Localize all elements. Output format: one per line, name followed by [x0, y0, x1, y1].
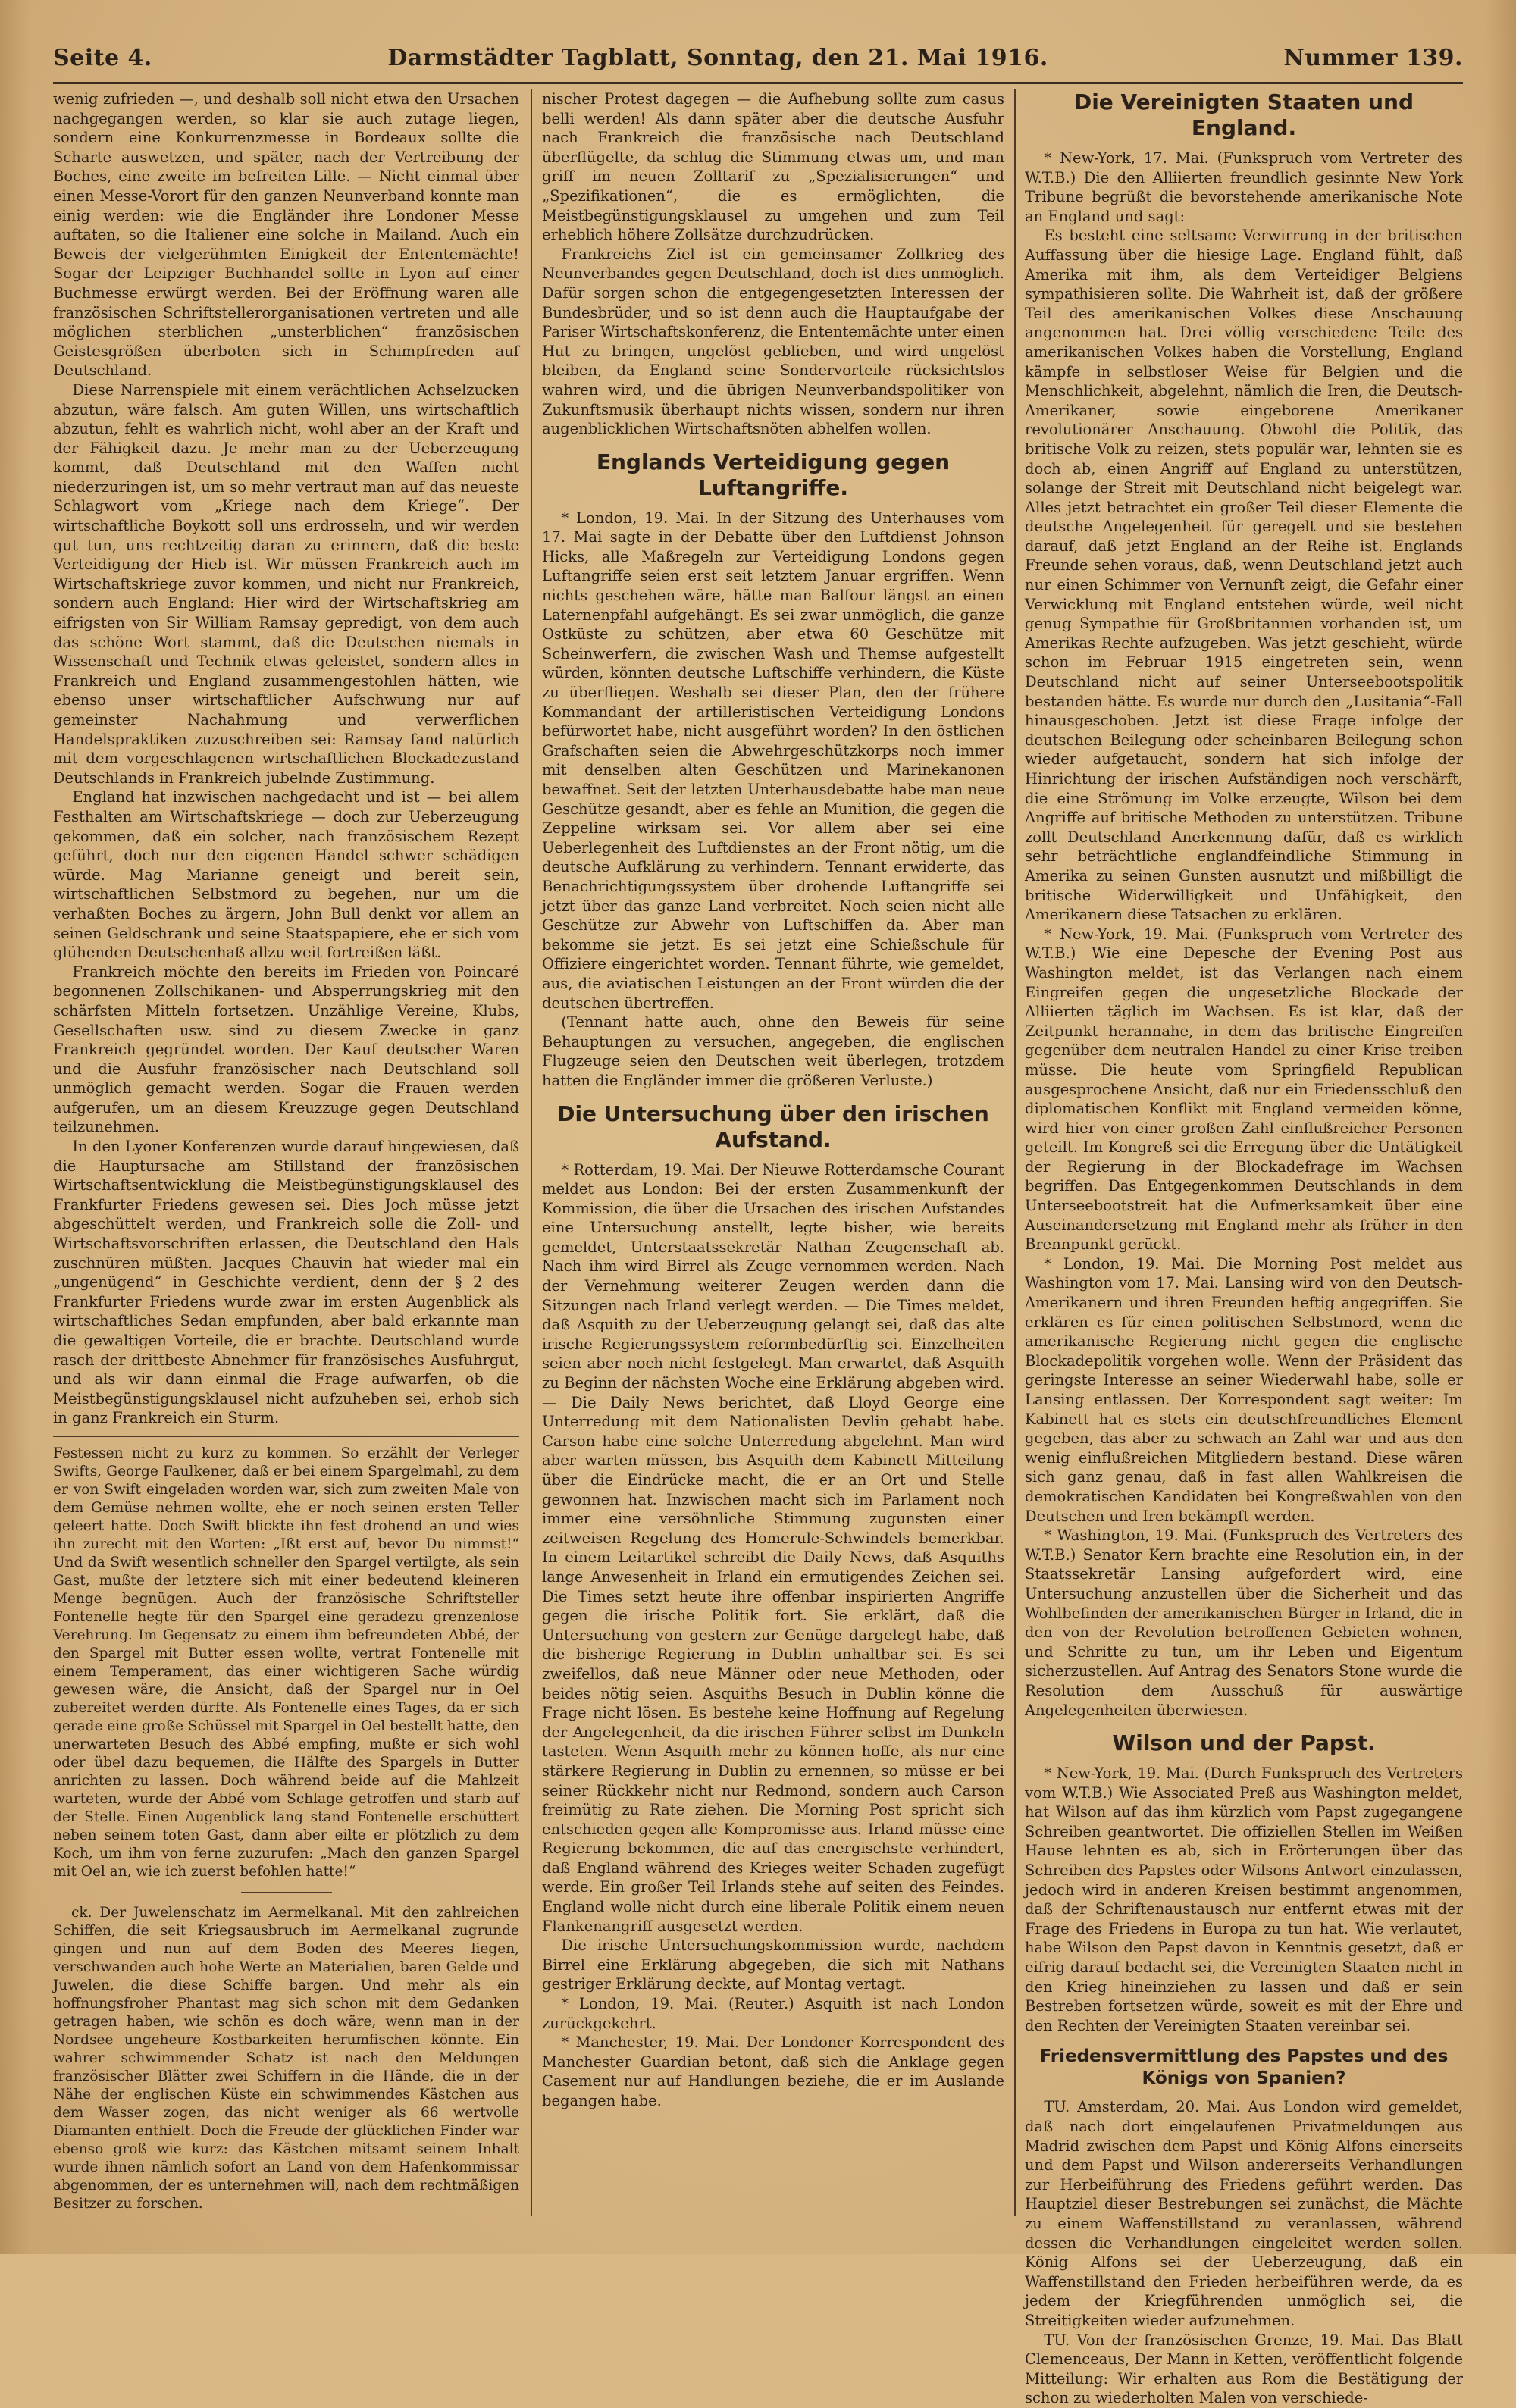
page-number: Seite 4.: [53, 44, 152, 71]
notice-paragraph: ck. Der Juwelenschatz im Aermelkanal. Mit den zahlreichen Schiffen, die seit Kriegsausbruch im Aermelkanal zugrunde gingen und nun auf dem Boden des Meeres liegen, verschwanden auch hohe Werte an Materialien, baren Gelde und Juwelen, die diese Schiffe bargen. Und mehr als ein hoffnungsfroher Phantast mag sich schon mit dem Gedanken getragen haben, wie schön es doch wäre, wenn man in der Nordsee ungeheure Kostbarkeiten herumfischen könnte. Ein wahrer schwimmender Schatz ist nach den Meldungen französischer Blätter zwei Schiffern in die Hände, die in der Nähe der englischen Küste ein schwimmendes Kästchen aus dem Wasser zogen, das nicht weniger als 66 wertvolle Diamanten enthielt. Doch die Freude der glücklichen Finder war ebenso groß wie kurz: das Kästchen mitsamt seinem Inhalt wurde ihnen nämlich sofort an Land von dem Hafenkommissar abgenommen, der es unternehmen will, nach dem rechtmäßigen Besitzer zu forschen.: [53, 1904, 519, 2212]
article-paragraph: nischer Protest dagegen — die Aufhebung sollte zum casus belli werden! Als dann später aber die deutsche Ausfuhr nach Frankreich die französische nach Deutschland überflügelte, da schlug die Stimmung etwas um, und man griff im neuen Zolltarif zu „Spezialisierungen“ und „Spezifikationen“, die es ermöglichten, die Meistbegünstigungsklausel zu umgehen und zum Teil erheblich höhere Zollsätze durchzudrücken.: [542, 90, 1004, 244]
feuilleton-paragraph: Festessen nicht zu kurz zu kommen. So erzählt der Verleger Swifts, George Faulkener, daß er bei einem Spargelmahl, zu dem er von Swift eingeladen worden war, sich zum zweiten Male von dem Gemüse nehmen wollte, ehe er noch seinen ersten Teller geleert hatte. Doch Swift blickte ihn fest drohend an und wies ihn zurecht mit den Worten: „Ißt erst auf, bevor Du nimmst!“ Und da Swift wesentlich schneller den Spargel vertilgte, als sein Gast, mußte der letztere sich mit einer bedeutend kleineren Menge begnügen. Auch der französische Schriftsteller Fontenelle hegte für den Spargel eine geradezu grenzenlose Verehrung. Im Gegensatz zu einem ihm befreundeten Abbé, der den Spargel mit Butter essen wollte, vertrat Fontenelle mit einem Temperament, das einer wichtigeren Sache würdig gewesen wäre, die Ansicht, daß der Spargel nur in Oel zubereitet werden dürfte. Als Fontenelle eines Tages, da er sich gerade eine große Schüssel mit Spargel in Oel bestellt hatte, den unerwarteten Besuch des Abbé empfing, mußte er sich wohl oder übel dazu bequemen, die Hälfte des Spargels in Butter anrichten zu lassen. Doch während beide auf die Mahlzeit warteten, wurde der Abbé vom Schlage getroffen und starb auf der Stelle. Einen Augenblick lang stand Fontenelle erschüttert neben seinem toten Gast, dann aber eilte er plötzlich zu dem Koch, um ihm von ferne zuzurufen: „Mach den ganzen Spargel mit Oel an, wie ich zuerst befohlen hatte!“: [53, 1445, 519, 1880]
article-paragraph: In den Lyoner Konferenzen wurde darauf hingewiesen, daß die Hauptursache am Stillstand der französischen Wirtschaftsentwicklung die Meistbegünstigungsklausel des Frankfurter Friedens gewesen sei. Dies Joch müsse jetzt abgeschüttelt werden, und Frankreich solle die Zoll- und Wirtschaftsvorschriften erlassen, die Deutschland den Hals zuschnüren müßten. Jacques Chauvin hat wieder mal ein „ungenügend“ in Geschichte verdient, denn der § 2 des Frankfurter Friedens wurde zwar im ersten Augenblick als wirtschaftliches Sedan empfunden, aber bald erkannte man die gewaltigen Vorteile, die er brachte. Deutschland wurde rasch der drittbeste Abnehmer für französisches Ausfuhrgut, und als wir dann einmal die Frage aufwarfen, ob die Meistbegünstigungsklausel nicht aufzuheben sei, erhob sich in ganz Frankreich ein Sturm.: [53, 1138, 519, 1427]
article-paragraph: * Washington, 19. Mai. (Funkspruch des Vertreters des W.T.B.) Senator Kern brachte eine Resolution ein, in der Staatssekretär Lansing aufgefordert wird, eine Untersuchung anzustellen über die Sicherheit und das Wohlbefinden der amerikanischen Bürger in Irland, die in den von der Revolution betroffenen Gebieten wohnen, und Schritte zu tun, um ihr Leben und Eigentum sicherzustellen. Auf Antrag des Senators Stone wurde die Resolution dem Ausschuß für auswärtige Angelegenheiten überwiesen.: [1025, 1527, 1463, 1719]
article-heading: Die Vereinigten Staaten und England.: [1073, 89, 1414, 140]
article-heading: Die Untersuchung über den irischen Aufstand.: [557, 1101, 989, 1152]
feuilleton-section: [53, 1445, 519, 2213]
section-rule: [241, 1892, 332, 1893]
article-paragraph: * London, 19. Mai. Die Morning Post meldet aus Washington vom 17. Mai. Lansing wird von den Deutsch-Amerikanern und ihren Freunden heftig angegriffen. Sie erklären es für einen politischen Selbstmord, wenn die amerikanische Regierung nicht gegen die englische Blockadepolitik vorgehen wolle. Wenn der Präsident das geringste Interesse an seiner Wiederwahl habe, solle er Lansing entlassen. Der Korrespondent sagt weiter: Im Kabinett hat es stets ein deutschfreundliches Element gegeben, das aber zu schwach an Zahl war und aus den wenig einflußreichen Mitgliedern bestand. Diese wären sich ganz genau, daß in fast allen Wahlkreisen die demokratischen Kandidaten bei Kongreßwahlen von den Deutschen und Iren bekämpft werden.: [1025, 1254, 1463, 1525]
article-paragraph: wenig zufrieden —, und deshalb soll nicht etwa den Ursachen nachgegangen werden, so klar sie auch zutage liegen, sondern eine Konkurrenzmesse in Bordeaux sollte die Scharte auswetzen, und später, nach der Vertreibung der Boches, eine zweite im befreiten Lille. — Nicht einmal über einen Messe-Vorort für den ganzen Neunverband konnte man einig werden: wie die Engländer ihre Londoner Messe auftaten, so die Italiener eine solche in Mailand. Auch ein Beweis der vielgerühmten Einigkeit der Ententemächte! Sogar der Leipziger Buchhandel sollte in Lyon auf einer Buchmesse erwürgt werden. Bei der Eröffnung waren alle französischen Schriftstellerorganisationen vertreten und alle möglichen sterblichen „unsterblichen“ französischen Geistesgrößen überboten sich in Schimpfreden auf Deutschland.: [53, 90, 519, 380]
article-paragraph: Diese Narrenspiele mit einem verächtlichen Achselzucken abzutun, wäre falsch. Am guten Willen, uns wirtschaftlich abzutun, fehlt es wahrlich nicht, wohl aber an der Kraft und der Fähigkeit dazu. Je mehr man zu der Ueberzeugung kommt, daß Deutschland mit den Waffen nicht niederzuringen ist, um so mehr vertraut man auf das neueste Schlagwort vom „Kriege nach dem Kriege“. Der wirtschaftliche Boykott soll uns erdrosseln, und wir werden gut tun, uns rechtzeitig daran zu erinnern, daß die beste Verteidigung der Hieb ist. Wir müssen Frankreich auch im Wirtschaftskriege zuvor kommen, und nicht nur Frankreich, sondern auch England: Hier wird der Wirtschaftskrieg am eifrigsten von Sir William Ramsay gepredigt, von dem auch das schöne Wort stammt, daß die Deutschen niemals in Wissenschaft und Technik etwas geleistet, sondern alles in Frankreich und England zusammengestohlen hätten, wie ebenso unser wirtschaftlicher Aufschwung nur auf gemeinster Nachahmung und verwerflichen Handelspraktiken zuzuschreiben sei: Ramsay fand natürlich mit dem vorgeschlagenen wirtschaftlichen Blockadezustand Deutschlands in Frankreich jubelnde Zustimmung.: [53, 380, 519, 787]
column-3: [1025, 89, 1463, 2407]
article-paragraph: * Manchester, 19. Mai. Der Londoner Korrespondent des Manchester Guardian betont, daß sich die Anklage gegen Casement nur auf Handlungen beziehe, die er im Auslande begangen habe.: [542, 2034, 1004, 2109]
article-paragraph: England hat inzwischen nachgedacht und ist — bei allem Festhalten am Wirtschaftskriege — doch zur Ueberzeugung gekommen, daß ein solcher, nach französischem Rezept geführt, doch nur den eigenen Handel schwer schädigen würde. Mag Marianne geneigt und bereit sein, wirtschaftlichen Selbstmord zu begehen, nur um die verhaßten Boches zu ärgern, John Bull denkt vor allem an seinen Geldschrank und seine Staatspapiere, ehe er sich vom glühenden Deutschenhaß allzu weit fortreißen läßt.: [53, 788, 519, 962]
feuilleton-rule: [53, 1436, 519, 1437]
page-edge-left: [0, 0, 30, 2254]
masthead-rule: [53, 82, 1463, 84]
column-divider-1: [531, 89, 532, 2216]
masthead: [53, 33, 1463, 82]
article-paragraph: * London, 19. Mai. In der Sitzung des Unterhauses vom 17. Mai sagte in der Debatte über den Luftdienst Johnson Hicks, alle Maßregeln zur Verteidigung Londons gegen Luftangriffe seien erst seit letztem Januar ergriffen. Wenn nichts geschehen wäre, hätte man Balfour längst an einen Laternenpfahl aufgehängt. Es sei zwar unmöglich, die ganze Ostküste zu schützen, aber etwa 60 Geschütze mit Scheinwerfern, die zwischen Wash und Themse aufgestellt würden, könnten deutsche Luftschiffe verhindern, die Küste zu überfliegen. Weshalb sei dieser Plan, den der frühere Kommandant der artilleristischen Verteidigung Londons befürwortet habe, nicht ausgeführt worden? In den östlichen Grafschaften seien die Abwehrgeschützkorps noch immer mit denselben alten Geschützen und Marinekanonen bewaffnet. Seit der letzten Unterhausdebatte habe man neue Geschütze gesandt, aber es fehle an Munition, die gegen die Zeppeline wirksam sei. Vor allem aber sei eine Ueberlegenheit des Luftdienstes an der Front nötig, um die deutsche Aufklärung zu verhindern. Tennant erwiderte, das Benachrichtigungssystem über drohende Luftangriffe sei jetzt über das ganze Land verbreitet. Noch seien nicht alle Geschütze zur Abwehr von Luftschiffen da. Aber man bekomme sie jetzt. Es sei jetzt eine Schießschule für Offiziere eingerichtet worden. Tennant führte, wie gemeldet, aus, die aviatischen Leistungen an der Front würden die der deutschen übertreffen.: [542, 509, 1004, 1012]
article-paragraph: * Rotterdam, 19. Mai. Der Nieuwe Rotterdamsche Courant meldet aus London: Bei der ersten Zusammenkunft der Kommission, die über die Ursachen des irischen Aufstandes eine Untersuchung anstellt, legte bisher, wie bereits gemeldet, Unterstaatssekretär Nathan Zeugenschaft ab. Nach ihm wird Birrel als Zeuge vernommen werden. Nach der Vernehmung weiterer Zeugen werden dann die Sitzungen nach Irland verlegt werden. — Die Times meldet, daß Asquith zu der Ueberzeugung gelangt sei, daß das alte irische Regierungssystem reformbedürftig sei. Einzelheiten seien aber noch nicht festgelegt. Man erwartet, daß Asquith zu Beginn der nächsten Woche eine Erklärung abgeben wird. — Die Daily News berichtet, daß Lloyd George eine Unterredung mit dem Nationalisten Devlin gehabt habe. Carson habe eine solche Unterredung abgelehnt. Man wird aber warten müssen, bis Asquith dem Kabinett Mitteilung über die Eindrücke macht, die er an Ort und Stelle gewonnen hat. Inzwischen macht sich im Parlament noch immer eine versöhnliche Stimmung zugunsten einer zeitweisen Regelung des Homerule-Schwindels bemerkbar. In einem Leitartikel schreibt die Daily News, daß Asquiths lange Anwesenheit in Irland ein ermutigendes Zeichen sei. Die Times setzt heute ihre offenbar inspirierten Angriffe gegen die irische Politik fort. Sie erklärt, daß die Untersuchung von gestern zur Genüge dargelegt habe, daß die bisherige Regierung in Dublin unhaltbar sei. Es sei zweifellos, daß neue Männer oder neue Methoden, oder beides nötig seien. Asquiths Besuch in Dublin könne die Frage nicht lösen. Es bestehe keine Hoffnung auf Regelung der Angelegenheit, da die irischen Führer selbst im Dunkeln tasteten. Wenn Asquith mehr zu können hoffe, als nur eine stärkere Regierung in Dublin zu ernennen, so müsse er bei seiner Rückkehr nicht nur Redmond, sondern auch Carson freimütig zu Rate ziehen. Die Morning Post spricht sich entschieden gegen alle Kompromisse aus. Irland müsse eine Regierung bekommen, die auf das energischste verhindert, daß England während des Krieges weiter Schaden zugefügt werde. Ein großer Teil Irlands stehe auf seiten des Feindes. England wolle nicht durch eine liberale Politik einem neuen Flankenangriff ausgesetzt werden.: [542, 1160, 1004, 1935]
article-paragraph: * New-York, 19. Mai. (Durch Funkspruch des Vertreters vom W.T.B.) Wie Associated Preß aus Washington meldet, hat Wilson auf das ihm kürzlich vom Papst zugegangene Schreiben geantwortet. Die offiziellen Stellen im Weißen Hause lehnten es ab, sich in Erörterungen über das Schreiben des Papstes oder Wilsons Antwort einzulassen, jedoch wird in anderen Kreisen bestimmt angenommen, daß der Schriftenaustausch nur entfernt etwas mit der Frage des Friedens in Europa zu tun hat. Wie verlautet, habe Wilson den Papst davon in Kenntnis gesetzt, daß er eifrig darauf bedacht sei, die Vereinigten Staaten nicht in den Krieg hineinziehen zu lassen und daß er sein Bestreben fortsetzen würde, soweit es mit der Ehre und den Rechten der Vereinigten Staaten vereinbar sei.: [1025, 1765, 1463, 2034]
article-paragraph: Frankreichs Ziel ist ein gemeinsamer Zollkrieg des Neunverbandes gegen Deutschland, doch ist dies unmöglich. Dafür sorgen schon die entgegengesetzten Interessen der Bundesbrüder, und so ist denn auch die Hauptaufgabe der Pariser Wirtschaftskonferenz, die Ententemächte unter einen Hut zu bringen, ungelöst geblieben, und wird ungelöst bleiben, da England seine Sondervorteile rücksichtslos wahren wird, und die übrigen Neunverbandspolitiker von Zukunftsmusik überhaupt nichts wissen, sondern nur ihren augenblicklichen Wirtschaftsnöten abhelfen wollen.: [542, 245, 1004, 438]
article-paragraph: Die irische Untersuchungskommission wurde, nachdem Birrel eine Erklärung abgegeben, die sich mit Nathans gestriger Erklärung deckte, auf Montag vertagt.: [542, 1937, 1004, 1993]
article-heading: Wilson und der Papst.: [1112, 1730, 1376, 1756]
article-paragraph: TU. Von der französischen Grenze, 19. Mai. Das Blatt Clemenceaus, Der Mann in Ketten, veröffentlicht folgende Mitteilung: Wir erhalten aus Rom die Bestätigung der schon zu wiederholten Malen von verschiede-: [1025, 2331, 1463, 2407]
article-paragraph: Frankreich möchte den bereits im Frieden von Poincaré begonnenen Zollschikanen- und Absperrungskrieg mit den schärfsten Mitteln fortsetzen. Unzählige Vereine, Klubs, Gesellschaften usw. sind zu diesem Zwecke in ganz Frankreich gegründet worden. Der Kauf deutscher Waren und die Ausfuhr französischer nach Deutschland soll unmöglich gemacht werden. Sogar die Frauen werden aufgerufen, um an diesem Kreuzzuge gegen Deutschland teilzunehmen.: [53, 963, 519, 1136]
article-paragraph: * London, 19. Mai. (Reuter.) Asquith ist nach London zurückgekehrt.: [542, 1995, 1004, 2032]
article-paragraph: * New-York, 17. Mai. (Funkspruch vom Vertreter des W.T.B.) Die den Alliierten freundlich gesinnte New York Tribune begrüßt die bevorstehende amerikanische Note an England und sagt:: [1025, 149, 1463, 225]
article-paragraph: * New-York, 19. Mai. (Funkspruch vom Vertreter des W.T.B.) Wie eine Depesche der Evening Post aus Washington meldet, ist das Verlangen nach einem Eingreifen gegen die ungesetzliche Blockade der Alliierten täglich im Wachsen. Es ist klar, daß der Zeitpunkt herannahe, in dem das britische Eingreifen gegenüber dem neutralen Handel zu einer Krise treiben müsse. Die heute vom Springfield Republican ausgesprochene Ansicht, daß nur ein Friedensschluß den diplomatischen Konflikt mit England vermeiden könne, wird hier von einer großen Zahl einflußreicher Personen geteilt. Im Kongreß sei die Erregung über die Untätigkeit der Regierung in der Blockadefrage im Wachsen begriffen. Das Entgegenkommen Deutschlands in dem Unterseebootstreit hat die Aufmerksamkeit über eine Auseinandersetzung mit England mehr als früher in den Brennpunkt gerückt.: [1025, 925, 1463, 1254]
issue-number: Nummer 139.: [1283, 44, 1463, 71]
column-1: [53, 89, 519, 2212]
column-divider-2: [1014, 89, 1016, 2216]
article-heading: Englands Verteidigung gegen Luftangriffe.: [596, 449, 951, 500]
article-paragraph: Es besteht eine seltsame Verwirrung in der britischen Auffassung über die hiesige Lage. England fühlt, daß Amerika mit ihm, als dem Verteidiger Belgiens sympathisieren sollte. Die Wahrheit ist, daß der größere Teil des amerikanischen Volkes diese Anschauung angenommen hat. Drei völlig verschiedene Teile des amerikanischen Volkes haben die Vorstellung, England kämpfe in selbstloser Weise für Belgien und die Menschlichkeit, abgelehnt, nämlich die Iren, die Deutsch-Amerikaner, sowie eingeborene Amerikaner revolutionärer Anschauung. Obwohl die Politik, das britische Volk zu reizen, stets populär war, lehnten sie es doch ab, einen Angriff auf England zu unterstützen, solange der Streit mit Deutschland nicht beigelegt war. Alles jetzt betrachtet ein großer Teil dieser Elemente die deutsche Angelegenheit für geregelt und sie bestehen darauf, daß jetzt England an der Reihe ist. Englands Freunde sehen voraus, daß, wenn Deutschland jetzt auch nur einen Schimmer von Vernunft zeigt, die Gefahr einer Verwicklung mit England entstehen würde, weil nicht genug Sympathie für Großbritannien vorhanden ist, um Amerikas Rechte aufzugeben. Was jetzt geschieht, würde schon im Februar 1915 eingetreten sein, wenn Deutschland nicht auf seiner Unterseebootspolitik bestanden hätte. Es wurde nur durch den „Lusitania“-Fall hinausgeschoben. Jetzt ist diese Frage infolge der deutschen Beilegung oder scheinbaren Beilegung schon wieder aufgetaucht, sondern hat sich infolge der Hinrichtung der irischen Aufständigen noch verschärft, die eine Strömung im Volke erzeugte, Wilson bei dem Angriffe auf britische Methoden zu unterstützen. Tribune zollt Deutschland Anerkennung dafür, daß es wirklich sehr beträchtliche englandfeindliche Stimmung in Amerika zu seinen Gunsten ausnutzt und mißbilligt die britische Widerwilligkeit und Unfähigkeit, den Amerikanern diese Tatsachen zu erklären.: [1025, 227, 1463, 924]
article-paragraph: TU. Amsterdam, 20. Mai. Aus London wird gemeldet, daß nach dort eingelaufenen Privatmeldungen aus Madrid zwischen dem Papst und König Alfons einerseits und dem Papst und Wilson andererseits Verhandlungen zur Herbeiführung des Friedens geführt werden. Das Hauptziel dieser Bestrebungen sei zunächst, die Mächte zu einem Waffenstillstand zu veranlassen, während dessen die Verhandlungen eingeleitet werden sollen. König Alfons sei der Ueberzeugung, daß ein Waffenstillstand den Frieden herbeiführen werde, da es jedem der Kriegführenden unmöglich sei, die Streitigkeiten wieder aufzunehmen.: [1025, 2098, 1463, 2329]
paper-title-date: Darmstädter Tagblatt, Sonntag, den 21. Mai 1916.: [387, 44, 1048, 71]
article-paragraph: (Tennant hatte auch, ohne den Beweis für seine Behauptungen zu versuchen, angegeben, die englischen Flugzeuge seien den Deutschen weit überlegen, trotzdem hatten die Engländer immer die größeren Verluste.): [542, 1013, 1004, 1089]
column-2: [542, 89, 1004, 2212]
page-edge-right: [1486, 0, 1516, 2254]
article-heading: Friedensvermittlung des Papstes und des Königs von Spanien?: [1039, 2046, 1449, 2089]
